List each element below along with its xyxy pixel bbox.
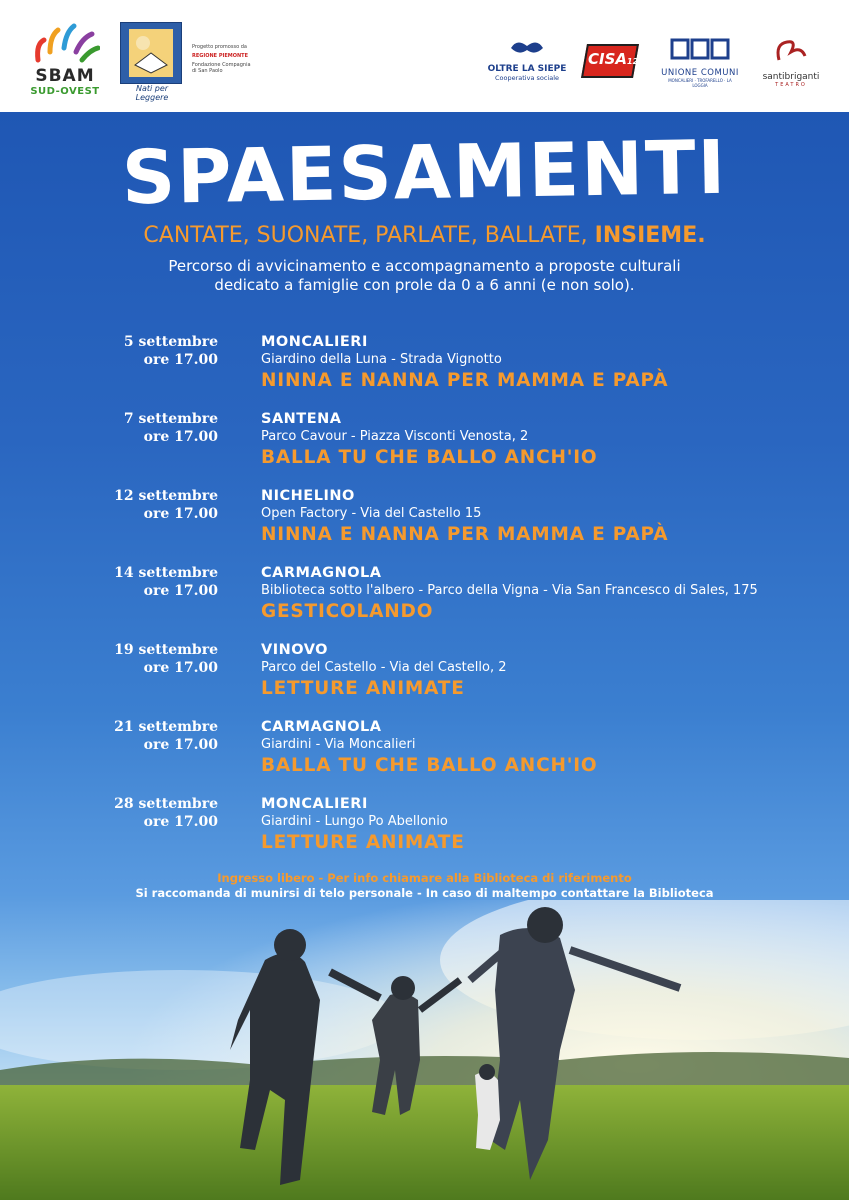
- event-time: ore 17.00: [143, 506, 218, 522]
- family-meadow-image: [0, 900, 849, 1200]
- event-item: [0, 641, 849, 718]
- event-place: Giardini - Lungo Po Abellonio: [261, 814, 448, 829]
- promoters-label: Progetto promosso da: [192, 44, 247, 50]
- event-details: [261, 564, 821, 624]
- event-date: 21 settembre: [114, 719, 218, 735]
- regione-piemonte-label: REGIONE PIEMONTE: [192, 53, 248, 59]
- event-details: [261, 487, 821, 547]
- event-title: GESTICOLANDO: [261, 601, 434, 622]
- tagline-main: CANTATE, SUONATE, PARLATE, BALLATE,: [143, 223, 595, 248]
- tagline-strong: INSIEME.: [594, 223, 706, 248]
- event-date: 12 settembre: [114, 488, 218, 504]
- santibriganti-sub: TEATRO: [775, 82, 807, 88]
- sbam-sub: SUD-OVEST: [30, 86, 100, 97]
- event-details: [261, 410, 821, 470]
- event-time: ore 17.00: [143, 583, 218, 599]
- event-item: [0, 795, 849, 872]
- event-date: 14 settembre: [114, 565, 218, 581]
- event-time: ore 17.00: [143, 660, 218, 676]
- fondazione-label: Fondazione Compagnia di San Paolo: [192, 62, 251, 74]
- event-date: 5 settembre: [123, 334, 218, 350]
- event-town: MONCALIERI: [261, 334, 368, 350]
- tagline: [0, 223, 849, 248]
- event-title: NINNA E NANNA PER MAMMA E PAPÀ: [261, 524, 669, 545]
- promoters-block: [192, 44, 252, 94]
- events-list: [0, 333, 849, 872]
- event-date: 28 settembre: [114, 796, 218, 812]
- event-details: [261, 641, 821, 701]
- event-time: ore 17.00: [143, 814, 218, 830]
- event-town: CARMAGNOLA: [261, 719, 382, 735]
- event-item: [0, 564, 849, 641]
- nati-per-leggere-logo: [120, 22, 182, 104]
- info-line-1: Ingresso libero - Per info chiamare alla Biblioteca di riferimento: [217, 871, 632, 885]
- sbam-rainbow-icon: [30, 22, 100, 66]
- child-reading-icon: [121, 23, 181, 83]
- event-place: Parco del Castello - Via del Castello, 2: [261, 660, 507, 675]
- event-date: 19 settembre: [114, 642, 218, 658]
- sbam-name: SBAM: [35, 66, 95, 86]
- description: [0, 257, 849, 295]
- sbam-logo: [30, 22, 100, 102]
- event-details: [261, 333, 821, 393]
- event-title: LETTURE ANIMATE: [261, 832, 465, 853]
- santibriganti-name: santibriganti: [762, 72, 820, 82]
- event-item: [0, 333, 849, 410]
- unione-comuni-name: UNIONE COMUNI: [661, 68, 739, 78]
- cisa-logo: [580, 40, 638, 86]
- event-title: LETTURE ANIMATE: [261, 678, 465, 699]
- event-town: VINOVO: [261, 642, 328, 658]
- event-time: ore 17.00: [143, 429, 218, 445]
- header-logo-bar: [0, 0, 849, 112]
- event-date-block: [40, 795, 218, 831]
- event-details: [261, 795, 821, 855]
- unione-comuni-logo: [660, 38, 740, 94]
- event-item: [0, 487, 849, 564]
- event-town: MONCALIERI: [261, 796, 368, 812]
- event-time: ore 17.00: [143, 737, 218, 753]
- oltre-la-siepe-name: OLTRE LA SIEPE: [487, 64, 567, 74]
- event-town: NICHELINO: [261, 488, 355, 504]
- event-town: CARMAGNOLA: [261, 565, 382, 581]
- event-place: Giardino della Luna - Strada Vignotto: [261, 352, 502, 367]
- oltre-la-siepe-logo: [482, 34, 572, 94]
- cisa-name: CISA12: [588, 50, 639, 68]
- description-line-2: dedicato a famiglie con prole da 0 a 6 anni (e non solo).: [214, 276, 635, 294]
- event-date-block: [40, 564, 218, 600]
- description-line-1: Percorso di avvicinamento e accompagnamento a proposte culturali: [168, 257, 681, 275]
- event-place: Biblioteca sotto l'albero - Parco della Vigna - Via San Francesco di Sales, 175: [261, 583, 758, 598]
- event-details: [261, 718, 821, 778]
- nati-per-leggere-name: Nati per Leggere: [135, 84, 169, 102]
- oltre-la-siepe-sub: Cooperativa sociale: [494, 74, 560, 82]
- hands-icon: [507, 34, 547, 58]
- event-date: 7 settembre: [123, 411, 218, 427]
- event-place: Giardini - Via Moncalieri: [261, 737, 416, 752]
- event-item: [0, 410, 849, 487]
- event-date-block: [40, 718, 218, 754]
- event-title: NINNA E NANNA PER MAMMA E PAPÀ: [261, 370, 669, 391]
- santibriganti-logo: [760, 36, 822, 92]
- event-place: Parco Cavour - Piazza Visconti Venosta, 2: [261, 429, 529, 444]
- unione-comuni-icon: [670, 38, 730, 60]
- unione-comuni-sub: MONCALIERI · TROFARELLO · LA LOGGIA: [668, 78, 732, 88]
- event-date-block: [40, 410, 218, 446]
- event-item: [0, 718, 849, 795]
- event-date-block: [40, 487, 218, 523]
- event-place: Open Factory - Via del Castello 15: [261, 506, 482, 521]
- info-line-2: Si raccomanda di munirsi di telo personale - In caso di maltempo contattare la Biblioteca: [135, 886, 714, 900]
- event-time: ore 17.00: [143, 352, 218, 368]
- event-date-block: [40, 641, 218, 677]
- event-title: BALLA TU CHE BALLO ANCH'IO: [261, 755, 598, 776]
- event-title: BALLA TU CHE BALLO ANCH'IO: [261, 447, 598, 468]
- nati-per-leggere-emblem: [120, 22, 182, 84]
- event-date-block: [40, 333, 218, 369]
- santibriganti-mark-icon: [771, 36, 811, 66]
- event-town: SANTENA: [261, 411, 342, 427]
- poster-title: SPAESAMENTI: [121, 124, 728, 222]
